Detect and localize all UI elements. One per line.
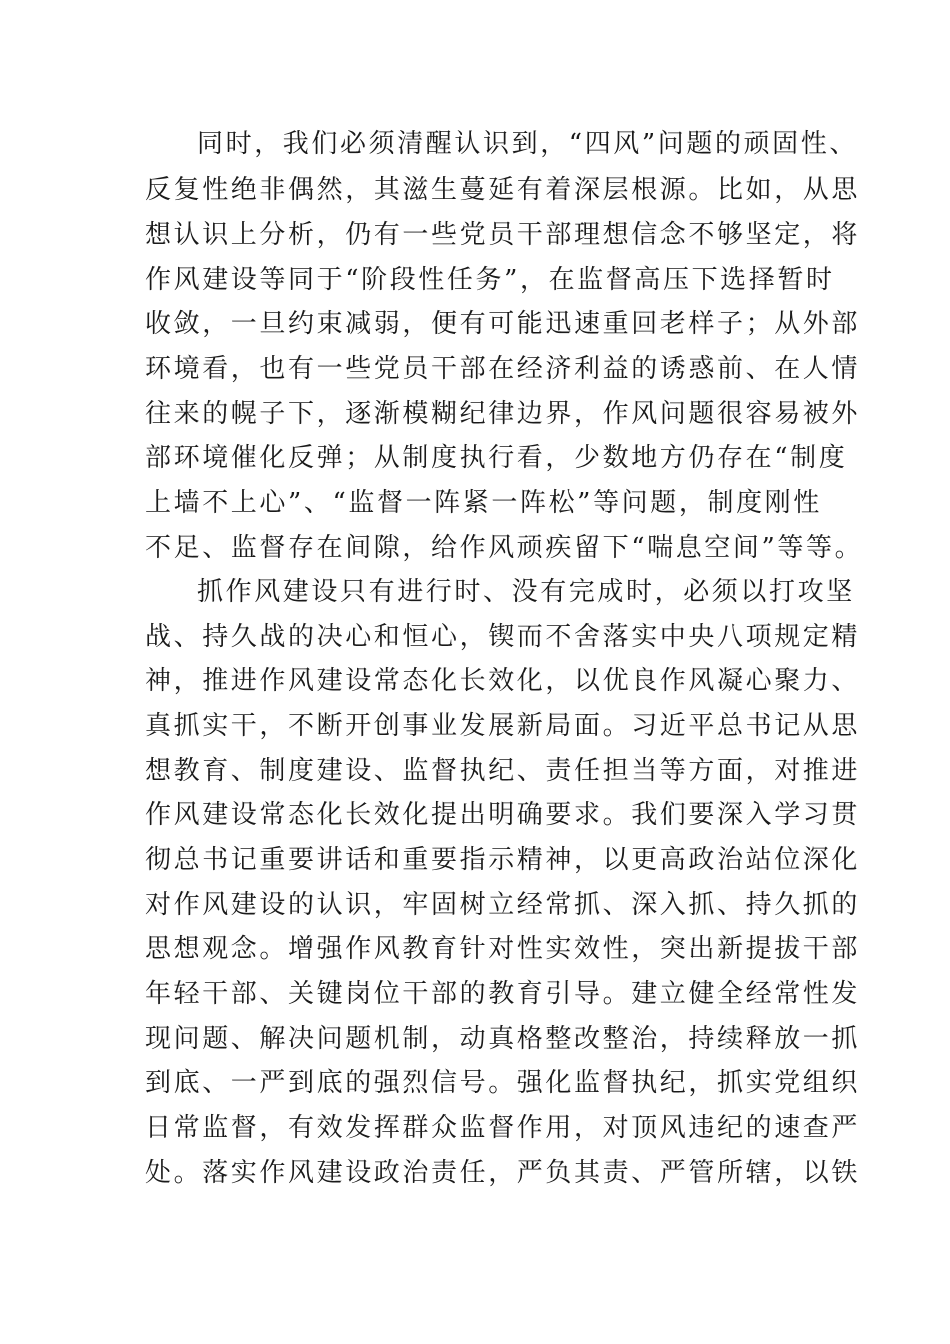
paragraph-1-line-6: 环境看，也有一些党员干部在经济利益的诱惑前、在人情: [145, 354, 861, 384]
paragraph-2-line-4: 真抓实干，不断开创事业发展新局面。习近平总书记从思: [145, 711, 861, 741]
paragraph-1-line-2: 反复性绝非偶然，其滋生蔓延有着深层根源。比如，从思: [145, 175, 861, 205]
paragraph-2-line-2: 战、持久战的决心和恒心，锲而不舍落实中央八项规定精: [145, 622, 861, 652]
paragraph-2-line-12: 到底、一严到底的强烈信号。强化监督执纪，抓实党组织: [145, 1068, 861, 1098]
paragraph-2-line-14: 处。落实作风建设政治责任，严负其责、严管所辖，以铁: [145, 1158, 861, 1188]
paragraph-2-line-6: 作风建设常态化长效化提出明确要求。我们要深入学习贯: [145, 800, 861, 830]
paragraph-2-line-1: 抓作风建设只有进行时、没有完成时，必须以打攻坚: [197, 577, 855, 607]
paragraph-2-line-5: 想教育、制度建设、监督执纪、责任担当等方面，对推进: [145, 756, 861, 786]
paragraph-2-line-13: 日常监督，有效发挥群众监督作用，对顶风违纪的速查严: [145, 1113, 861, 1143]
paragraph-1-line-8: 部环境催化反弹；从制度执行看，少数地方仍存在“制度: [145, 443, 848, 473]
paragraph-1-line-7: 往来的幌子下，逐渐模糊纪律边界，作风问题很容易被外: [145, 399, 861, 429]
paragraph-2-line-9: 思想观念。增强作风教育针对性实效性，突出新提拔干部: [145, 934, 861, 964]
paragraph-1-line-5: 收敛，一旦约束减弱，便有可能迅速重回老样子；从外部: [145, 309, 861, 339]
paragraph-2-line-11: 现问题、解决问题机制，动真格整改整治，持续释放一抓: [145, 1024, 861, 1054]
paragraph-1-line-1: 同时，我们必须清醒认识到，“四风”问题的顽固性、: [197, 129, 858, 159]
paragraph-1-line-9: 上墙不上心”、“监督一阵紧一阵松”等问题，制度刚性: [145, 488, 822, 518]
paragraph-2-line-7: 彻总书记重要讲话和重要指示精神，以更高政治站位深化: [145, 845, 861, 875]
paragraph-2-line-3: 神，推进作风建设常态化长效化，以优良作风凝心聚力、: [145, 666, 861, 696]
paragraph-2-line-10: 年轻干部、关键岗位干部的教育引导。建立健全经常性发: [145, 979, 861, 1009]
paragraph-1-line-10: 不足、监督存在间隙，给作风顽疾留下“喘息空间”等等。: [145, 533, 864, 563]
paragraph-1-line-4: 作风建设等同于“阶段性任务”，在监督高压下选择暂时: [145, 265, 835, 295]
paragraph-2-line-8: 对作风建设的认识，牢固树立经常抓、深入抓、持久抓的: [145, 890, 861, 920]
paragraph-1-line-3: 想认识上分析，仍有一些党员干部理想信念不够坚定，将: [145, 220, 861, 250]
